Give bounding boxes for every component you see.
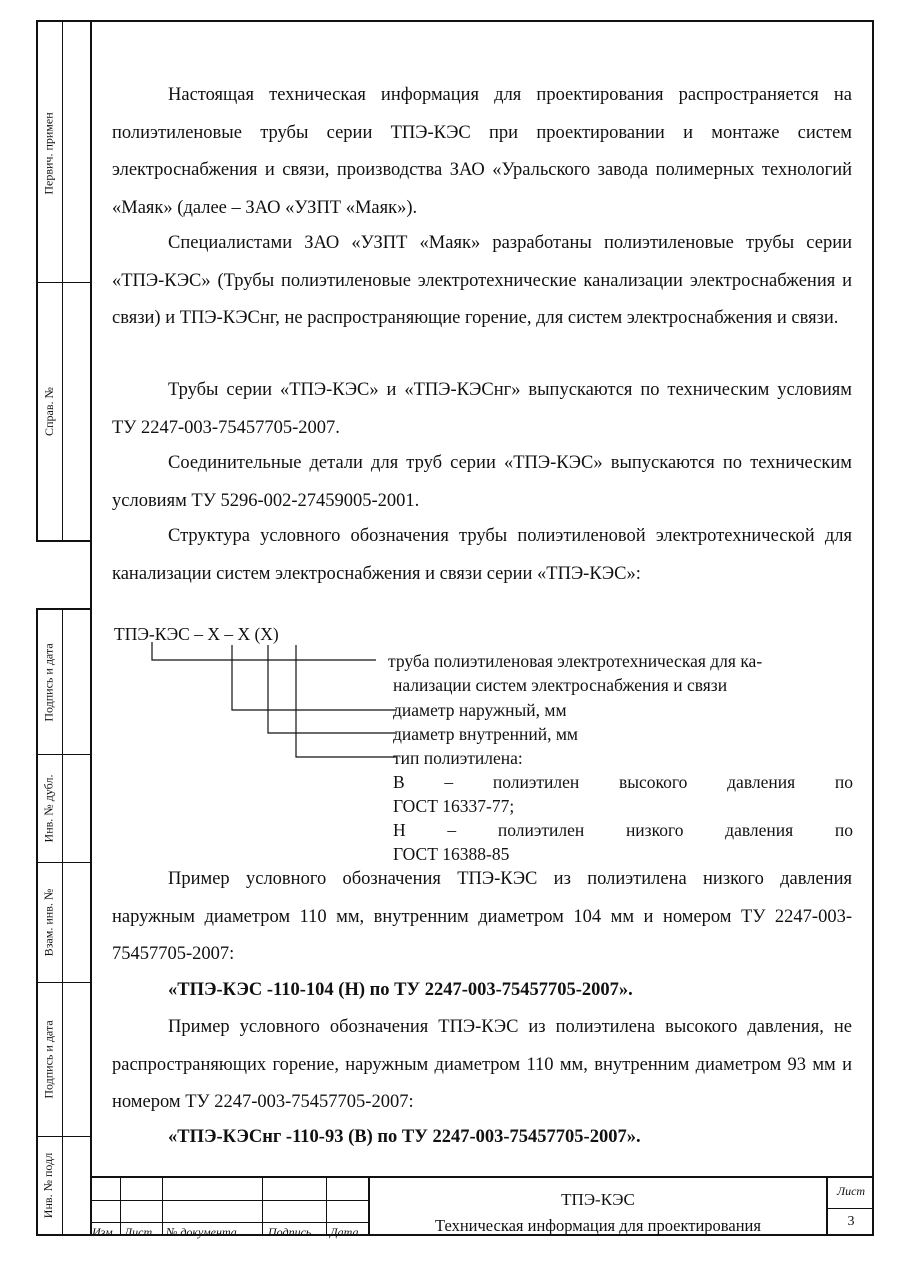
stamp-label-izm: Изм <box>92 1225 113 1239</box>
side-label-podpis-data-1: Подпись и дата <box>41 642 56 722</box>
stamp-sheet-number: 3 <box>847 1214 855 1229</box>
paragraph-example-2: Пример условного обозначения ТПЭ-КЭС из полиэтилена высокого давления, не распространяющих горение, наружным диаметром 110 мм, внутренним диаметром 93 мм и номером ТУ 2247-003-75457705-2007: <box>112 1017 852 1112</box>
designation-type: тип полиэтилена: <box>393 748 523 768</box>
stamp-top-border <box>90 1176 874 1178</box>
example-1-designation: «ТПЭ-КЭС -110-104 (Н) по ТУ 2247-003-75457705-2007». <box>168 980 633 1000</box>
stamp-subtitle: Техническая информация для проектирования <box>435 1216 761 1234</box>
paragraph-structure: Структура условного обозначения трубы полиэтиленовой электротехнической для канализации систем электроснабжения и связи серии «ТПЭ-КЭС»: <box>112 526 852 584</box>
paragraph-developers: Специалистами ЗАО «УЗПТ «Маяк» разработаны полиэтиленовые трубы серии «ТПЭ-КЭС» (Трубы полиэтиленовые электротехнические канализации электроснабжения и связи) и ТПЭ-КЭСнг, не распространяющие горение, для систем электроснабжения и связи. <box>112 233 852 328</box>
side-label-perv-primen: Первич. примен <box>41 111 56 195</box>
example-2-designation: «ТПЭ-КЭСнг -110-93 (В) по ТУ 2247-003-75457705-2007». <box>168 1127 641 1147</box>
side-label-inv-dubl: Инв. № дубл. <box>41 774 56 843</box>
designation-gost-v: ГОСТ 16337-77; <box>393 796 515 816</box>
stamp-col-line-1 <box>120 1176 121 1236</box>
designation-type-n: Н – полиэтилен низкого давления по <box>393 820 853 840</box>
designation-code: ТПЭ-КЭС – Х – Х (Х) <box>114 624 279 644</box>
stamp-label-data: Дата <box>330 1225 359 1239</box>
stamp-col-line-2 <box>162 1176 163 1236</box>
designation-product-line1: труба полиэтиленовая электротехническая для ка- <box>388 651 763 671</box>
side-label-vzam-inv: Взам. инв. № <box>41 888 56 957</box>
side-label-podpis-data-2: Подпись и дата <box>41 1020 56 1099</box>
designation-outer-diameter: диаметр наружный, мм <box>393 700 567 720</box>
leader-line-outer-diameter <box>232 645 396 710</box>
stamp-label-list: Лист <box>124 1225 153 1239</box>
side-label-sprav-no: Справ. № <box>41 387 56 436</box>
stamp-title: ТПЭ-КЭС <box>561 1190 635 1209</box>
stamp-label-doc-no: № документа <box>166 1225 237 1239</box>
stamp-sheet-divider <box>826 1208 874 1209</box>
side-label-inv-podl: Инв. № подл <box>41 1152 56 1219</box>
leader-line-inner-diameter <box>268 645 396 733</box>
leader-line-product <box>152 642 376 660</box>
paragraph-fittings: Соединительные детали для труб серии «ТПЭ-КЭС» выпускаются по техническим условиям ТУ 5296-002-27459005-2001. <box>112 453 852 511</box>
stamp-col-line-3 <box>262 1176 263 1236</box>
designation-inner-diameter: диаметр внутренний, мм <box>393 724 578 744</box>
stamp-sheet-label: Лист <box>836 1184 866 1198</box>
paragraph-intro: Настоящая техническая информация для проектирования распространяется на полиэтиленовые трубы серии ТПЭ-КЭС при проектировании и монтаже систем электроснабжения и связи, производства ЗАО «Уральского завода полимерных технологий «Маяк» (далее – ЗАО «УЗПТ «Маяк»). <box>112 85 852 218</box>
paragraph-tu: Трубы серии «ТПЭ-КЭС» и «ТПЭ-КЭСнг» выпускаются по техническим условиям ТУ 2247-003-75457705-2007. <box>112 380 852 438</box>
designation-type-v: В – полиэтилен высокого давления по <box>393 772 853 792</box>
paragraph-example-1: Пример условного обозначения ТПЭ-КЭС из полиэтилена низкого давления наружным диаметром 110 мм, внутренним диаметром 104 мм и номером ТУ 2247-003-75457705-2007: <box>112 869 852 964</box>
stamp-label-podpis: Подпись <box>268 1225 312 1239</box>
designation-gost-n: ГОСТ 16388-85 <box>393 844 510 864</box>
stamp-col-line-4 <box>326 1176 327 1236</box>
designation-product-line2: нализации систем электроснабжения и связи <box>393 675 728 695</box>
leader-line-polyethylene-type <box>296 645 396 757</box>
